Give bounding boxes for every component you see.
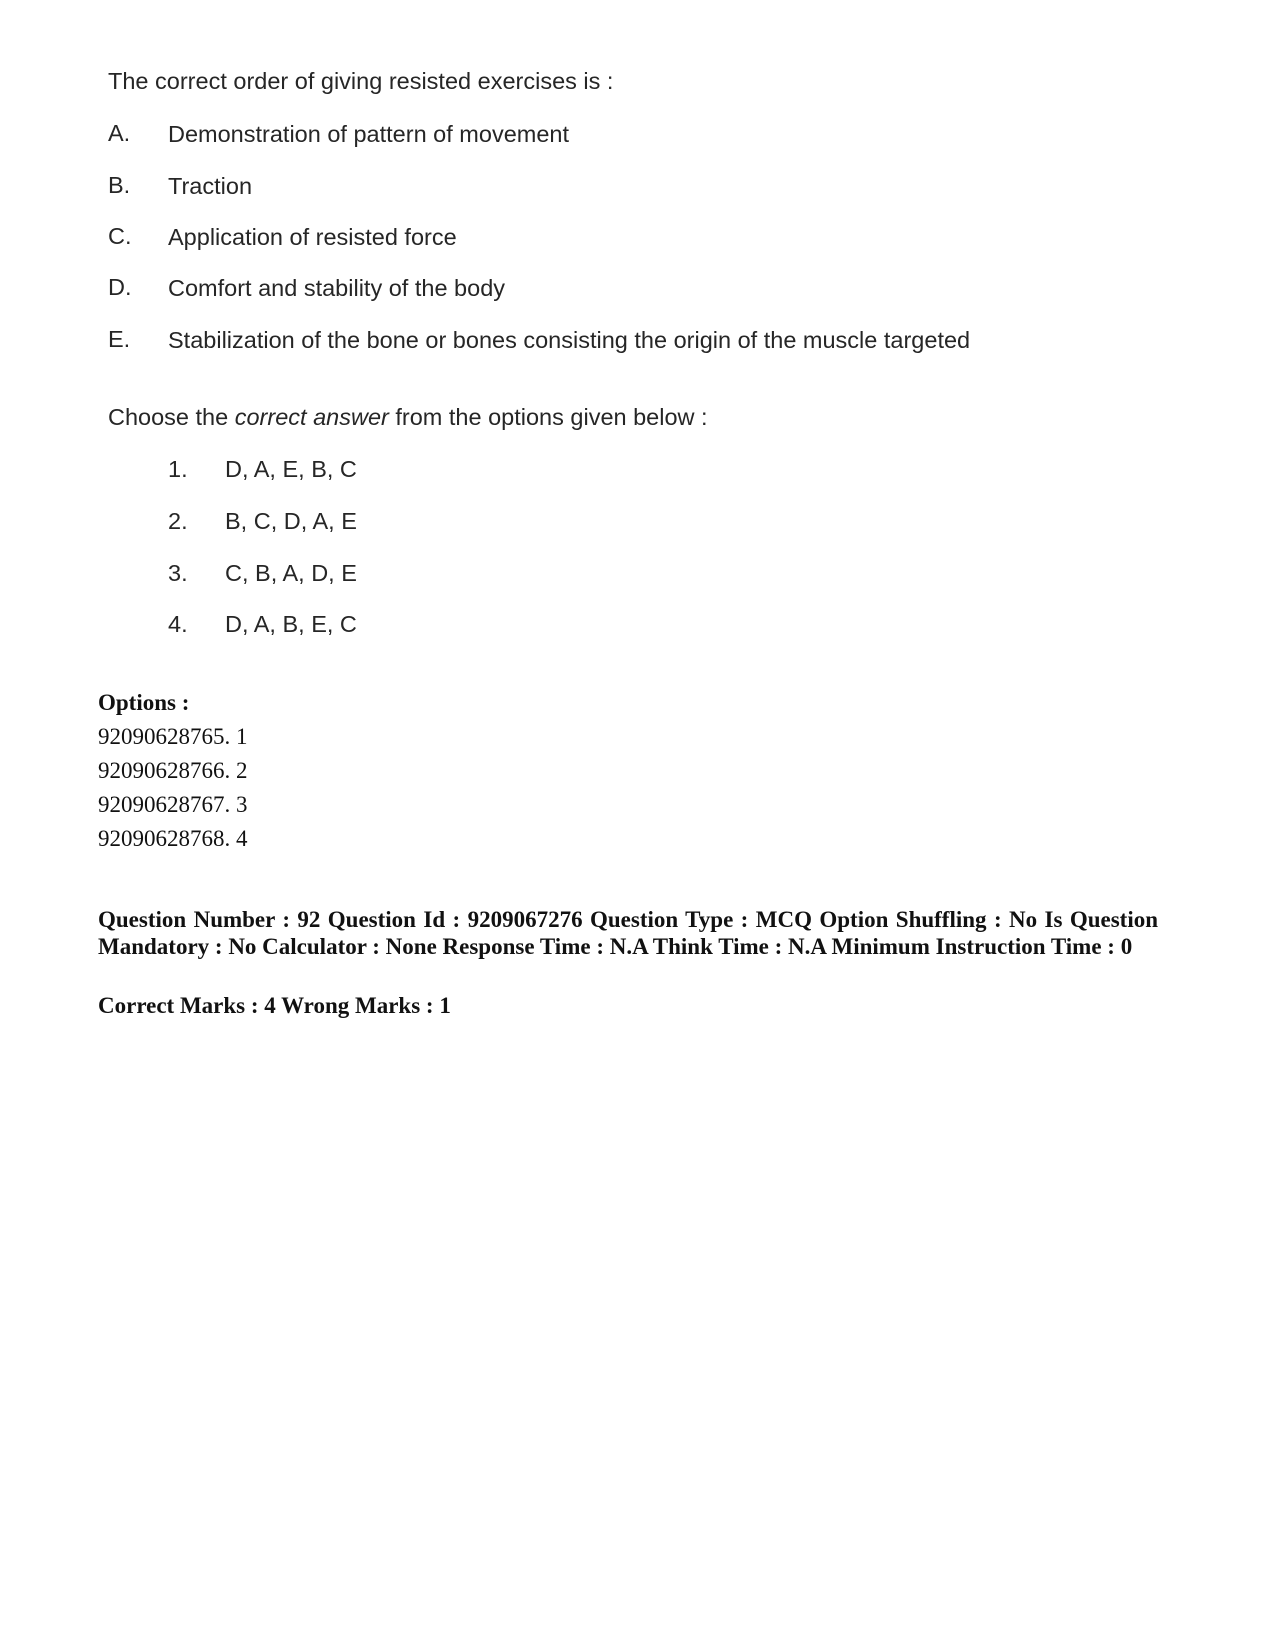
- answer-value: C, B, A, D, E: [225, 560, 357, 586]
- statement-letter: D.: [108, 274, 132, 300]
- statement-text: Demonstration of pattern of movement: [168, 121, 570, 147]
- statement-letter: A.: [108, 120, 131, 146]
- choose-suffix: from the options given below :: [388, 404, 708, 430]
- statement-text: Traction: [168, 173, 253, 199]
- answer-number: 4.: [168, 611, 188, 637]
- option-item: 92090628768. 4: [98, 826, 248, 851]
- option-item: 92090628765. 1: [98, 724, 248, 749]
- choose-instruction: [108, 404, 708, 431]
- statement-letter: E.: [108, 326, 131, 352]
- answer-number: 1.: [168, 456, 188, 482]
- choose-prefix: Choose the: [108, 404, 235, 430]
- answer-number: 3.: [168, 560, 188, 586]
- statement-text: Comfort and stability of the body: [168, 275, 506, 301]
- answer-value: D, A, E, B, C: [225, 456, 357, 482]
- choose-emphasis: correct answer: [234, 404, 389, 430]
- question-marks: Correct Marks : 4 Wrong Marks : 1: [98, 993, 451, 1018]
- question-stem: The correct order of giving resisted exercises is :: [108, 68, 614, 94]
- question-info: Question Number : 92 Question Id : 9209067276 Question Type : MCQ Option Shuffling : No Is Question Mandatory : No Calculator : None Response Time : N.A Think Time : N.A Minimum Instruction Time : 0: [98, 907, 1158, 959]
- statement-letter: C.: [108, 223, 132, 249]
- statement-text: Application of resisted force: [168, 224, 457, 250]
- options-heading: Options :: [98, 690, 190, 715]
- answer-value: D, A, B, E, C: [225, 611, 357, 637]
- statement-letter: B.: [108, 172, 131, 198]
- answer-number: 2.: [168, 508, 188, 534]
- answer-value: B, C, D, A, E: [225, 508, 357, 534]
- option-item: 92090628766. 2: [98, 758, 248, 783]
- option-item: 92090628767. 3: [98, 792, 248, 817]
- statement-text: Stabilization of the bone or bones consisting the origin of the muscle targeted: [168, 327, 971, 353]
